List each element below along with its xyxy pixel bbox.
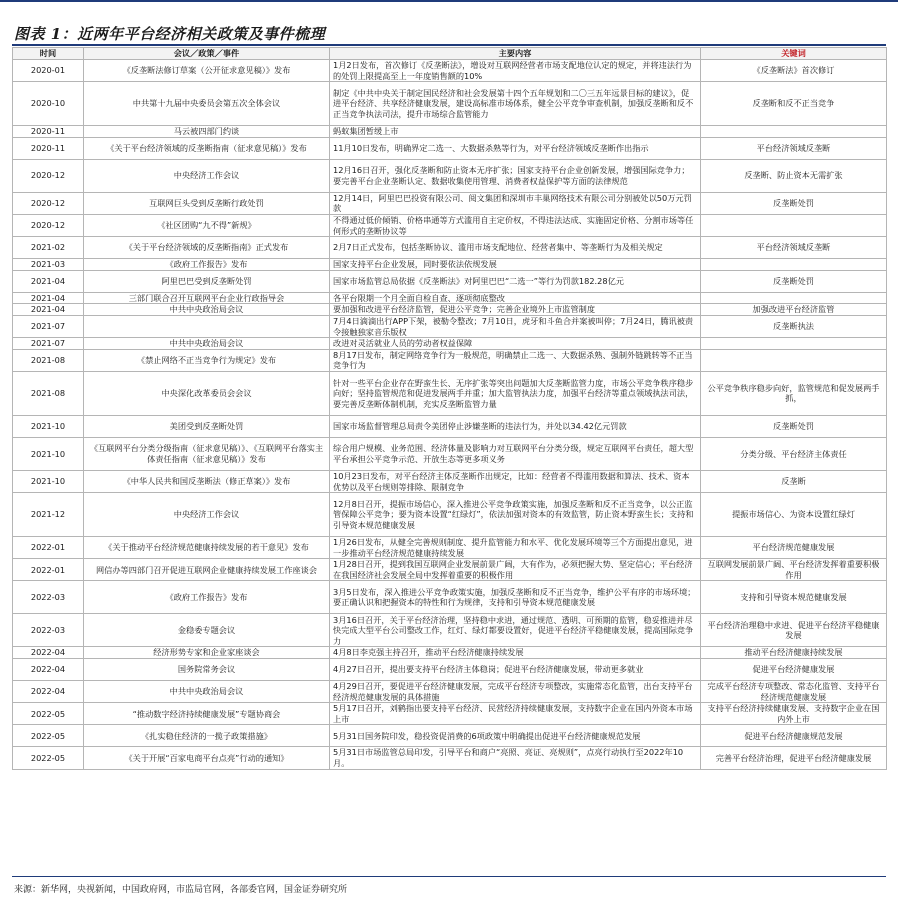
row-content: 综合用户规模、业务范围、经济体量及影响力对互联网平台分类分级，规定互联网平台责任，超大型平台承担公平竞争示范、开放生态等更多项义务 xyxy=(330,437,701,470)
row-keyword: 反垄断、防止资本无需扩张 xyxy=(701,159,887,192)
row-time: 2022-05 xyxy=(13,747,84,769)
row-content: 针对一些平台企业存在野蛮生长、无序扩张等突出问题加大反垄断监管力度，市场公平竞争秩序稳步向好；坚持监管规范和促进发展两手并重；加大监管执法力度，加强平台经济等重点领域执法司法，要完善反垄断体制机制，充实反垄断监管力量 xyxy=(330,371,701,415)
policy-table xyxy=(12,47,887,770)
table-row xyxy=(13,60,887,82)
row-time: 2021-07 xyxy=(13,338,84,350)
row-keyword: 互联网发展前景广阔、平台经济发挥着重要积极作用 xyxy=(701,559,887,581)
row-keyword: 反垄断和反不正当竞争 xyxy=(701,82,887,126)
row-time: 2022-04 xyxy=(13,659,84,681)
bottom-rule xyxy=(12,876,886,877)
table-row xyxy=(13,237,887,259)
row-content: 7月4日滴滴出行APP下架，被勒令整改；7月10日，虎牙和斗鱼合并案被叫停；7月24日，腾讯被责令接触独家音乐版权 xyxy=(330,315,701,337)
row-content: 国家支持平台企业发展，同时要依法依规发展 xyxy=(330,259,701,271)
row-content: 要加强和改进平台经济监管，促进公平竞争；完善企业境外上市监管制度 xyxy=(330,304,701,316)
row-name: “推动数字经济持续健康发展”专题协商会 xyxy=(84,703,330,725)
row-content: 4月27日召开，提出要支持平台经济主体稳岗；促进平台经济健康发展，带动更多就业 xyxy=(330,659,701,681)
top-rule xyxy=(0,0,898,2)
row-name: 《社区团购“九不得”新规》 xyxy=(84,214,330,236)
row-time: 2020-11 xyxy=(13,126,84,138)
row-time: 2022-03 xyxy=(13,581,84,614)
row-name: 《扎实稳住经济的一揽子政策措施》 xyxy=(84,725,330,747)
row-name: 《关于推动平台经济规范健康持续发展的若干意见》发布 xyxy=(84,537,330,559)
row-time: 2021-03 xyxy=(13,259,84,271)
row-content: 2月7日正式发布，包括垄断协议、滥用市场支配地位、经营者集中、等垄断行为及相关规定 xyxy=(330,237,701,259)
row-name: 中央经济工作会议 xyxy=(84,493,330,537)
row-keyword: 平台经济规范健康发展 xyxy=(701,537,887,559)
table-row xyxy=(13,747,887,769)
row-keyword: 《反垄断法》首次修订 xyxy=(701,60,887,82)
table-row xyxy=(13,159,887,192)
row-name: 《关于平台经济领域的反垄断指南（征求意见稿）》发布 xyxy=(84,137,330,159)
table-row xyxy=(13,659,887,681)
row-name: 三部门联合召开互联网平台企业行政指导会 xyxy=(84,292,330,304)
row-name: 经济形势专家和企业家座谈会 xyxy=(84,647,330,659)
row-keyword: 平台经济领域反垄断 xyxy=(701,137,887,159)
row-name: 国务院常务会议 xyxy=(84,659,330,681)
row-time: 2022-04 xyxy=(13,681,84,703)
table-row xyxy=(13,681,887,703)
row-name: 阿里巴巴受到反垄断处罚 xyxy=(84,270,330,292)
row-time: 2022-04 xyxy=(13,647,84,659)
table-row xyxy=(13,82,887,126)
row-time: 2021-08 xyxy=(13,349,84,371)
table-row xyxy=(13,581,887,614)
table-row xyxy=(13,559,887,581)
row-content: 改进对灵活就业人员的劳动者权益保障 xyxy=(330,338,701,350)
row-keyword: 公平竞争秩序稳步向好，监管规范和促发展两手抓， xyxy=(701,371,887,415)
row-keyword: 平台经济治理稳中求进、促进平台经济平稳健康发展 xyxy=(701,614,887,647)
row-name: 《关于平台经济领域的反垄断指南》正式发布 xyxy=(84,237,330,259)
row-keyword: 支持平台经济持续健康发展、支持数字企业在国内外上市 xyxy=(701,703,887,725)
table-row xyxy=(13,315,887,337)
row-time: 2022-05 xyxy=(13,725,84,747)
table-row xyxy=(13,137,887,159)
row-content: 12月14日，阿里巴巴投资有限公司、阅文集团和深圳市丰巢网络技术有限公司分别被处以50万元罚款 xyxy=(330,192,701,214)
table-row xyxy=(13,349,887,371)
row-keyword: 推动平台经济健康持续发展 xyxy=(701,647,887,659)
row-name: 《禁止网络不正当竞争行为规定》发布 xyxy=(84,349,330,371)
row-content: 12月8日召开，提振市场信心，深入推进公平竞争政策实施，加强反垄断和反不正当竞争，以公正监管保障公平竞争；要为资本设置“红绿灯”，依法加强对资本的有效监管，防止资本野蛮生长；支持和引导资本规范健康发展 xyxy=(330,493,701,537)
row-keyword xyxy=(701,214,887,236)
row-time: 2022-01 xyxy=(13,537,84,559)
row-keyword: 促进平台经济健康发展 xyxy=(701,659,887,681)
row-content: 8月17日发布，制定网络竞争行为一般规范，明确禁止二选一、大数据杀熟、强制外链跳转等不正当竞争行为 xyxy=(330,349,701,371)
row-name: 中共中央政治局会议 xyxy=(84,681,330,703)
table-row xyxy=(13,415,887,437)
row-time: 2020-12 xyxy=(13,214,84,236)
row-name: 《中华人民共和国反垄断法（修正草案）》发布 xyxy=(84,470,330,492)
table-row xyxy=(13,703,887,725)
row-time: 2022-05 xyxy=(13,703,84,725)
header-content: 主要内容 xyxy=(330,48,701,60)
row-keyword xyxy=(701,292,887,304)
row-name: 中央经济工作会议 xyxy=(84,159,330,192)
table-row xyxy=(13,192,887,214)
row-name: 美团受到反垄断处罚 xyxy=(84,415,330,437)
row-content: 4月29日召开，要促进平台经济健康发展，完成平台经济专项整改，实施常态化监管，出台支持平台经济规范健康发展的具体措施 xyxy=(330,681,701,703)
header-name: 会议／政策／事件 xyxy=(84,48,330,60)
row-time: 2021-10 xyxy=(13,437,84,470)
row-keyword: 完成平台经济专项整改、常态化监管、支持平台经济规范健康发展 xyxy=(701,681,887,703)
row-keyword: 促进平台经济健康规范发展 xyxy=(701,725,887,747)
row-keyword: 完善平台经济治理，促进平台经济健康发展 xyxy=(701,747,887,769)
row-name: 中共中央政治局会议 xyxy=(84,338,330,350)
row-name: 互联网巨头受到反垄断行政处罚 xyxy=(84,192,330,214)
row-time: 2020-11 xyxy=(13,137,84,159)
row-content: 3月16日召开，关于平台经济治理，坚持稳中求进，通过规范、透明、可预期的监管，稳妥推进并尽快完成大型平台公司整改工作，红灯、绿灯都要设置好，促进平台经济平稳健康发展，提高国际竞争力 xyxy=(330,614,701,647)
row-time: 2020-01 xyxy=(13,60,84,82)
table-row xyxy=(13,292,887,304)
table-row xyxy=(13,493,887,537)
row-keyword: 反垄断 xyxy=(701,470,887,492)
table-row xyxy=(13,126,887,138)
table-row xyxy=(13,214,887,236)
row-name: 《互联网平台分类分级指南（征求意见稿）》、《互联网平台落实主体责任指南（征求意见稿）》发布 xyxy=(84,437,330,470)
row-time: 2022-03 xyxy=(13,614,84,647)
table-row xyxy=(13,270,887,292)
row-name: 中央深化改革委员会会议 xyxy=(84,371,330,415)
row-content: 1月2日发布，首次修订《反垄断法》，增设对互联网经营者市场支配地位认定的规定，并将违法行为的处罚上限提高至上一年度销售额的10% xyxy=(330,60,701,82)
header-keyword: 关键词 xyxy=(701,48,887,60)
row-keyword xyxy=(701,259,887,271)
row-keyword xyxy=(701,338,887,350)
table-row xyxy=(13,647,887,659)
row-time: 2020-12 xyxy=(13,192,84,214)
row-content: 11月10日发布，明确界定二选一、大数据杀熟等行为，对平台经济领域反垄断作出指示 xyxy=(330,137,701,159)
row-content: 5月31日市场监管总局印发，引导平台和商户“亮照、亮证、亮规则”，点亮行动执行至2022年10月。 xyxy=(330,747,701,769)
row-time: 2021-02 xyxy=(13,237,84,259)
row-time: 2021-07 xyxy=(13,315,84,337)
row-content: 不得通过低价倾销、价格串通等方式滥用自主定价权，不得违法达成、实施固定价格、分割市场等任何形式的垄断协议等 xyxy=(330,214,701,236)
row-keyword xyxy=(701,349,887,371)
row-time: 2021-04 xyxy=(13,270,84,292)
row-keyword: 分类分级、平台经济主体责任 xyxy=(701,437,887,470)
row-content: 5月31日国务院印发，稳投资促消费的6项政策中明确提出促进平台经济健康规范发展 xyxy=(330,725,701,747)
row-keyword: 提振市场信心、为资本设置红绿灯 xyxy=(701,493,887,537)
row-content: 蚂蚁集团暂缓上市 xyxy=(330,126,701,138)
row-keyword: 反垄断处罚 xyxy=(701,415,887,437)
row-content: 1月28日召开，提到我国互联网企业发展前景广阔，大有作为，必须把握大势、坚定信心；平台经济在我国经济社会发展全局中发挥着重要的积极作用 xyxy=(330,559,701,581)
row-content: 10月23日发布，对平台经济主体反垄断作出规定，比如：经营者不得滥用数据和算法、技术、资本优势以及平台规则等排除、限制竞争 xyxy=(330,470,701,492)
header-time: 时间 xyxy=(13,48,84,60)
row-content: 国家市场监督管理总局责令美团停止涉嫌垄断的违法行为，并处以34.42亿元罚款 xyxy=(330,415,701,437)
row-name: 金稳委专题会议 xyxy=(84,614,330,647)
row-time: 2021-12 xyxy=(13,493,84,537)
row-time: 2020-12 xyxy=(13,159,84,192)
row-name xyxy=(84,315,330,337)
row-time: 2021-08 xyxy=(13,371,84,415)
table-row xyxy=(13,259,887,271)
row-content: 5月17日召开，刘鹤指出要支持平台经济、民营经济持续健康发展，支持数字企业在国内外资本市场上市 xyxy=(330,703,701,725)
row-keyword xyxy=(701,126,887,138)
row-content: 4月8日李克强主持召开，推动平台经济健康持续发展 xyxy=(330,647,701,659)
row-name: 《关于开展“百家电商平台点亮”行动的通知》 xyxy=(84,747,330,769)
table-body xyxy=(13,60,887,770)
row-keyword: 反垄断处罚 xyxy=(701,192,887,214)
table-row xyxy=(13,470,887,492)
table-row xyxy=(13,537,887,559)
row-name: 网信办等四部门召开促进互联网企业健康持续发展工作座谈会 xyxy=(84,559,330,581)
row-content: 制定《中共中央关于制定国民经济和社会发展第十四个五年规划和二〇三五年远景目标的建议》，促进平台经济、共享经济健康发展，建设高标准市场体系，健全公平竞争审查机制，加强反垄断和反不正当竞争执法司法，提升市场综合监管能力 xyxy=(330,82,701,126)
row-name: 中共第十九届中央委员会第五次全体会议 xyxy=(84,82,330,126)
row-name: 《政府工作报告》发布 xyxy=(84,581,330,614)
row-keyword: 平台经济领域反垄断 xyxy=(701,237,887,259)
row-name: 中共中央政治局会议 xyxy=(84,304,330,316)
row-content: 1月26日发布，从健全完善规则制度、提升监管能力和水平、优化发展环境等三个方面提出意见，进一步推动平台经济规范健康持续发展 xyxy=(330,537,701,559)
table-row xyxy=(13,304,887,316)
row-name: 《政府工作报告》发布 xyxy=(84,259,330,271)
table-row xyxy=(13,725,887,747)
table-row xyxy=(13,338,887,350)
row-keyword: 反垄断执法 xyxy=(701,315,887,337)
row-time: 2022-01 xyxy=(13,559,84,581)
row-name: 马云被四部门约谈 xyxy=(84,126,330,138)
row-time: 2021-04 xyxy=(13,304,84,316)
row-keyword: 反垄断处罚 xyxy=(701,270,887,292)
row-content: 各平台限期一个月全面自检自查、逐项彻底整改 xyxy=(330,292,701,304)
row-keyword: 支持和引导资本规范健康发展 xyxy=(701,581,887,614)
table-row xyxy=(13,437,887,470)
row-time: 2021-04 xyxy=(13,292,84,304)
row-time: 2020-10 xyxy=(13,82,84,126)
table-row xyxy=(13,371,887,415)
row-content: 3月5日发布，深入推进公平竞争政策实施，加强反垄断和反不正当竞争，维护公平有序的市场环境；要正确认识和把握资本的特性和行为规律，支持和引导资本规范健康发展 xyxy=(330,581,701,614)
table-header-row xyxy=(13,48,887,60)
row-time: 2021-10 xyxy=(13,415,84,437)
row-content: 国家市场监管总局依据《反垄断法》对阿里巴巴“二选一”等行为罚款182.28亿元 xyxy=(330,270,701,292)
row-time: 2021-10 xyxy=(13,470,84,492)
figure-title: 图表 1：近两年平台经济相关政策及事件梳理 xyxy=(14,25,326,43)
row-keyword: 加强改进平台经济监管 xyxy=(701,304,887,316)
row-content: 12月16日召开，强化反垄断和防止资本无序扩张；国家支持平台企业创新发展，增强国际竞争力；要完善平台企业垄断认定、数据收集使用管理、消费者权益保护等方面的法律规范 xyxy=(330,159,701,192)
row-name: 《反垄断法修订草案（公开征求意见稿）》发布 xyxy=(84,60,330,82)
table-row xyxy=(13,614,887,647)
title-rule xyxy=(12,44,886,46)
source-note: 来源：新华网，央视新闻，中国政府网，市监局官网，各部委官网，国金证券研究所 xyxy=(14,885,348,895)
